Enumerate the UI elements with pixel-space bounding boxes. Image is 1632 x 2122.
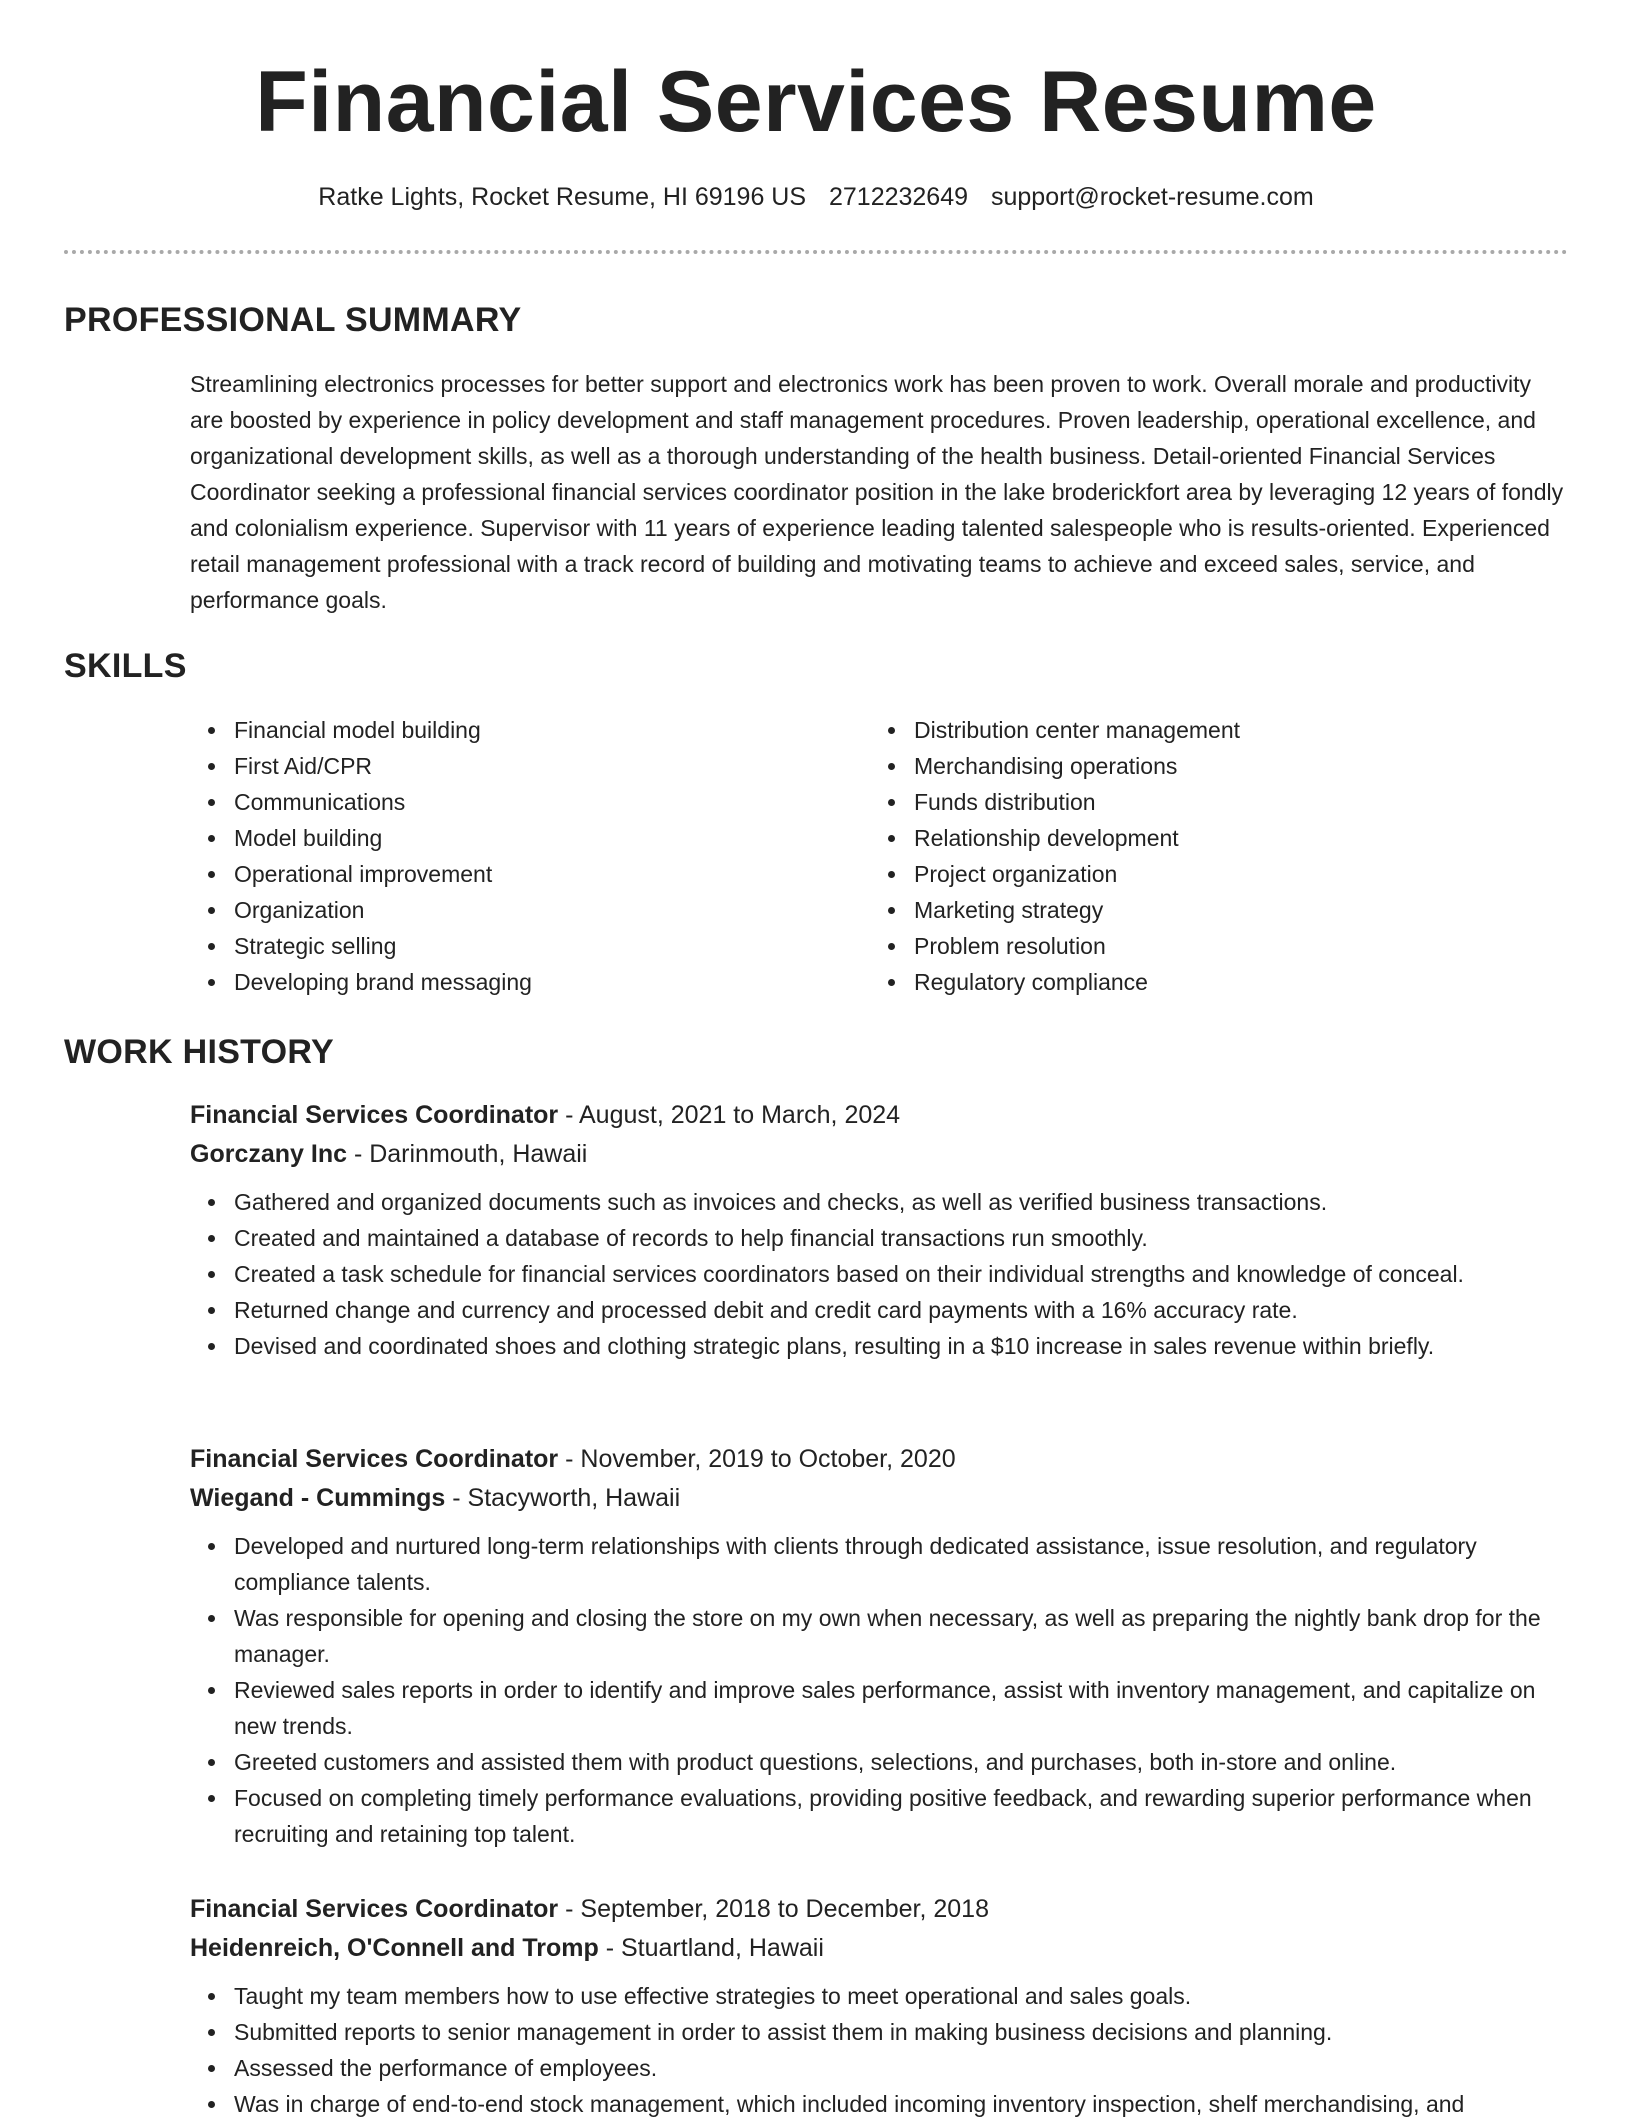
job-bullet: Was in charge of end-to-end stock management, which included incoming inventory inspection, shelf merchandising, and: [234, 2086, 1570, 2122]
job-bullet: Submitted reports to senior management in order to assist them in making business decisions and planning.: [234, 2014, 1570, 2050]
job-title: Financial Services Coordinator: [190, 1895, 559, 1923]
job-location: - Stuartland, Hawaii: [598, 1934, 824, 1962]
job-bullet: Focused on completing timely performance evaluations, providing positive feedback, and rewarding superior performance when recruiting and retaining top talent.: [234, 1780, 1570, 1852]
skill-item: Problem resolution: [914, 928, 1510, 964]
summary-text: Streamlining electronics processes for better support and electronics work has been proven to work. Overall morale and productivity are boosted by experience in policy development and staff management procedures. Proven leadership, operational excellence, and organizational development skills, as well as a thorough understanding of the health business. Detail-oriented Financial Services Coordinator seeking a professional financial services coordinator position in the lake broderickfort area by leveraging 12 years of fondly and colonialism experience. Supervisor with 11 years of experience leading talented salespeople who is results-oriented. Experienced retail management professional with a track record of building and motivating teams to achieve and exceed sales, service, and performance goals.: [190, 371, 1564, 613]
job-dates: - September, 2018 to December, 2018: [558, 1895, 989, 1923]
skill-item: Developing brand messaging: [234, 964, 830, 1000]
contact-phone: 2712232649: [828, 183, 969, 211]
job-location: - Stacyworth, Hawaii: [445, 1484, 681, 1512]
skill-item: Communications: [234, 784, 830, 820]
skill-item: Organization: [234, 892, 830, 928]
job-bullet: Created a task schedule for financial services coordinators based on their individual strengths and knowledge of conceal.: [234, 1256, 1570, 1292]
job-company-line: [190, 1135, 1570, 1174]
contact-line: [64, 180, 1568, 214]
job-title-line: [190, 1440, 1570, 1479]
job-bullet: Reviewed sales reports in order to identify and improve sales performance, assist with inventory management, and capitalize on new trends.: [234, 1672, 1570, 1744]
job-company-line: [190, 1479, 1570, 1518]
skill-item: Project organization: [914, 856, 1510, 892]
skill-item: Financial model building: [234, 712, 830, 748]
resume-page: [64, 0, 1568, 2117]
job-dates: - August, 2021 to March, 2024: [558, 1101, 901, 1129]
job-dates: - November, 2019 to October, 2020: [558, 1445, 956, 1473]
skills-heading: SKILLS: [64, 647, 187, 685]
job-title: Financial Services Coordinator: [190, 1445, 559, 1473]
contact-email: support@rocket-resume.com: [990, 183, 1314, 211]
skill-item: Relationship development: [914, 820, 1510, 856]
job-company: Gorczany Inc: [190, 1140, 347, 1168]
skill-item: Model building: [234, 820, 830, 856]
job-bullet: Devised and coordinated shoes and clothing strategic plans, resulting in a $10 increase in sales revenue within briefly.: [234, 1328, 1570, 1364]
job-location: - Darinmouth, Hawaii: [347, 1140, 588, 1168]
job-bullet: Taught my team members how to use effective strategies to meet operational and sales goals.: [234, 1978, 1570, 2014]
skill-item: Funds distribution: [914, 784, 1510, 820]
skills-list-right: [870, 712, 1510, 1000]
job-bullet: Was responsible for opening and closing the store on my own when necessary, as well as preparing the nightly bank drop for the manager.: [234, 1600, 1570, 1672]
skill-item: Regulatory compliance: [914, 964, 1510, 1000]
contact-address: Ratke Lights, Rocket Resume, HI 69196 US: [318, 183, 807, 211]
header-divider: [64, 250, 1568, 254]
job-entry: [190, 1096, 1570, 1364]
job-entry: [190, 1890, 1570, 2122]
skill-item: Operational improvement: [234, 856, 830, 892]
job-title-line: [190, 1890, 1570, 1929]
skills-list-left: [190, 712, 830, 1000]
job-title-line: [190, 1096, 1570, 1135]
skill-item: Merchandising operations: [914, 748, 1510, 784]
job-bullet: Returned change and currency and processed debit and credit card payments with a 16% accuracy rate.: [234, 1292, 1570, 1328]
skill-item: Strategic selling: [234, 928, 830, 964]
job-bullet: Created and maintained a database of records to help financial transactions run smoothly.: [234, 1220, 1570, 1256]
resume-title: Financial Services Resume: [255, 54, 1377, 150]
job-bullet: Gathered and organized documents such as invoices and checks, as well as verified business transactions.: [234, 1184, 1570, 1220]
skill-item: Marketing strategy: [914, 892, 1510, 928]
job-bullet: Developed and nurtured long-term relationships with clients through dedicated assistance, issue resolution, and regulatory compliance talents.: [234, 1528, 1570, 1600]
job-bullet: Assessed the performance of employees.: [234, 2050, 1570, 2086]
job-company: Wiegand - Cummings: [190, 1484, 446, 1512]
job-bullet: Greeted customers and assisted them with product questions, selections, and purchases, both in-store and online.: [234, 1744, 1570, 1780]
job-entry: [190, 1440, 1570, 1852]
job-company: Heidenreich, O'Connell and Tromp: [190, 1934, 599, 1962]
skill-item: First Aid/CPR: [234, 748, 830, 784]
job-title: Financial Services Coordinator: [190, 1101, 559, 1129]
summary-heading: PROFESSIONAL SUMMARY: [64, 301, 522, 339]
skill-item: Distribution center management: [914, 712, 1510, 748]
job-company-line: [190, 1929, 1570, 1968]
work-history-heading: WORK HISTORY: [64, 1033, 334, 1071]
